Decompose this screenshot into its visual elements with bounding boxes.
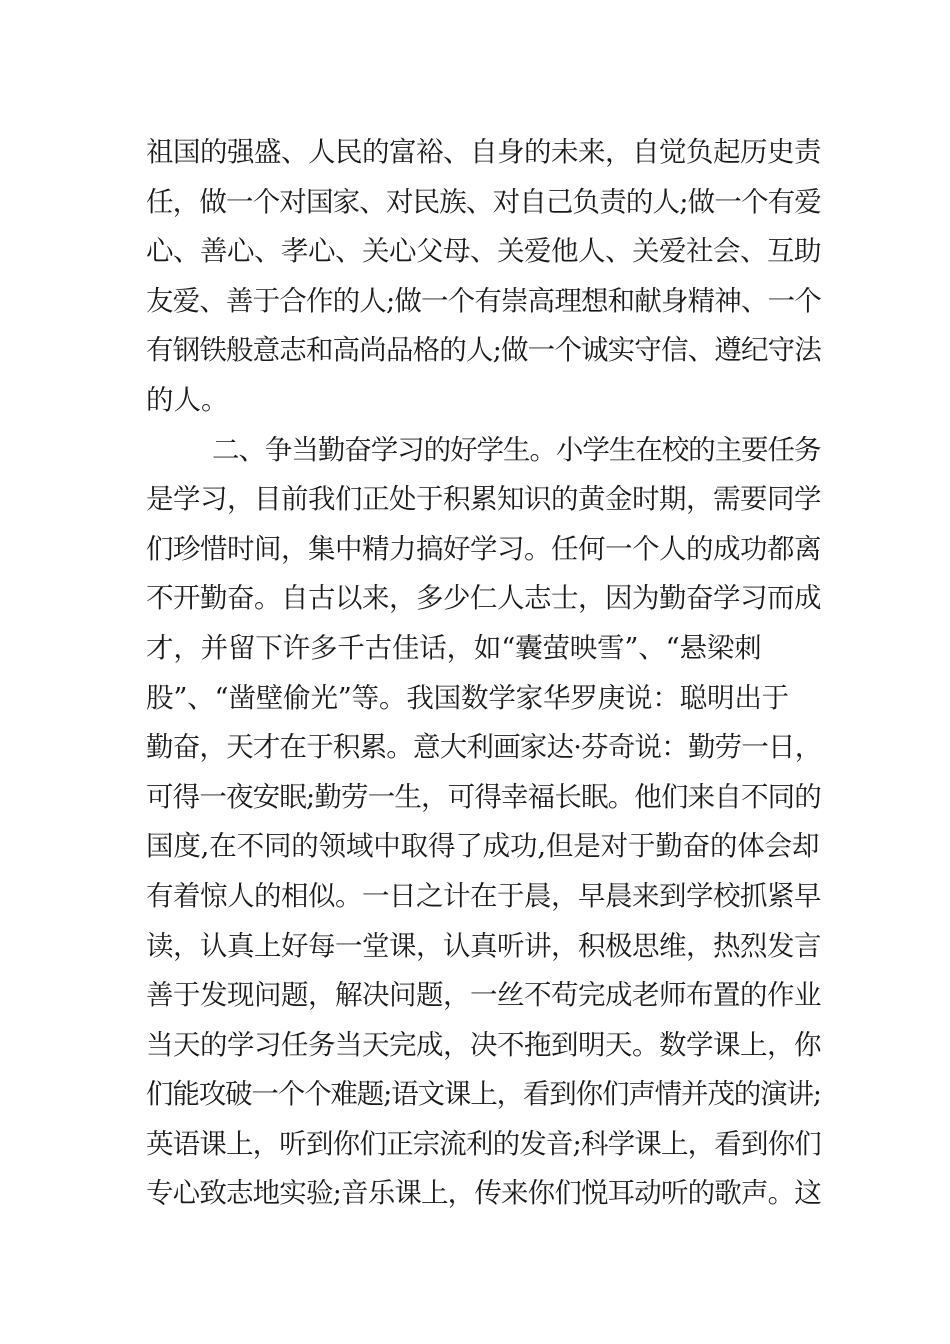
text-line: 勤奋，天才在于积累。意大利画家达·芬奇说：勤劳一日， xyxy=(146,731,822,764)
text-line: 的人。 xyxy=(146,383,229,416)
text-line: 们珍惜时间，集中精力搞好学习。任何一个人的成功都离 xyxy=(146,532,821,565)
text-line: 祖国的强盛、人民的富裕、自身的未来，自觉负起历史责 xyxy=(146,136,821,168)
text-line: 二、争当勤奋学习的好学生。小学生在校的主要任务 xyxy=(212,433,821,466)
text-line: 有着惊人的相似。一日之计在于晨，早晨来到学校抓紧早 xyxy=(146,879,821,912)
text-line: 可得一夜安眠;勤劳一生，可得幸福长眠。他们来自不同的 xyxy=(146,780,821,813)
text-line: 不开勤奋。自古以来，多少仁人志士，因为勤奋学习而成 xyxy=(146,582,821,615)
text-line: 读，认真上好每一堂课，认真听讲，积极思维，热烈发言 xyxy=(146,929,821,962)
text-line: 英语课上，听到你们正宗流利的发音;科学课上，看到你们 xyxy=(146,1127,821,1160)
text-line: 善于发现问题，解决问题，一丝不苟完成老师布置的作业 xyxy=(146,979,821,1012)
text-line: 任，做一个对国家、对民族、对自己负责的人;做一个有爱 xyxy=(146,185,821,218)
text-line: 有钢铁般意志和高尚品格的人;做一个诚实守信、遵纪守法 xyxy=(146,334,821,367)
text-line: 是学习，目前我们正处于积累知识的黄金时期，需要同学 xyxy=(146,483,821,516)
text-line: 国度,在不同的领域中取得了成功,但是对于勤奋的体会却 xyxy=(146,830,820,863)
text-line: 们能攻破一个个难题;语文课上，看到你们声情并茂的演讲; xyxy=(146,1078,821,1111)
text-line: 心、善心、孝心、关心父母、关爱他人、关爱社会、互助 xyxy=(146,235,821,268)
body-text xyxy=(146,128,826,1219)
text-line: 才，并留下许多千古佳话，如“囊萤映雪”、“悬梁刺 xyxy=(146,631,762,664)
text-line: 友爱、善于合作的人;做一个有崇高理想和献身精神、一个 xyxy=(146,284,821,317)
text-line: 当天的学习任务当天完成，决不拖到明天。数学课上，你 xyxy=(146,1028,821,1061)
text-line: 股”、“凿壁偷光”等。我国数学家华罗庚说：聪明出于 xyxy=(146,681,790,714)
text-line: 专心致志地实验;音乐课上，传来你们悦耳动听的歌声。这 xyxy=(146,1177,821,1210)
